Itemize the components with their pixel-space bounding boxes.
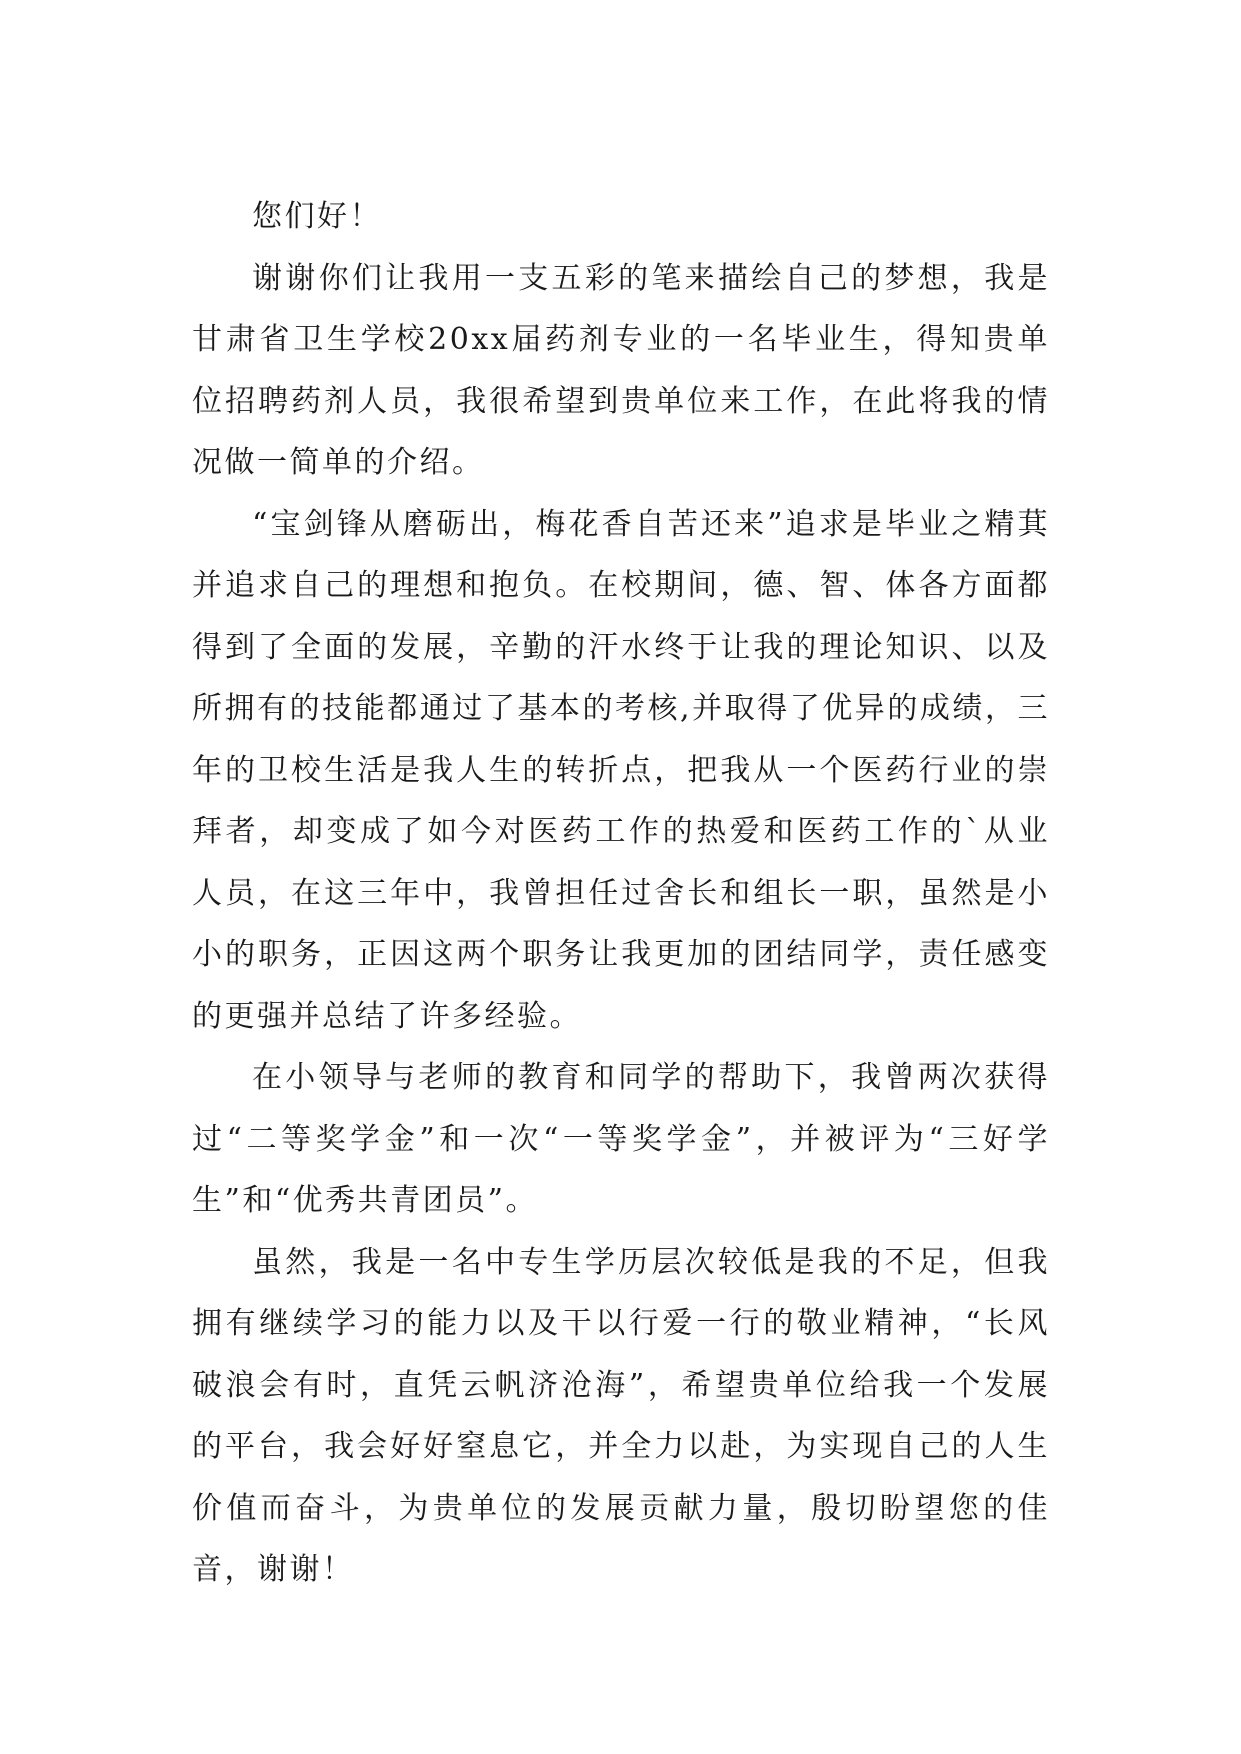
awards-paragraph: 在小领导与老师的教育和同学的帮助下，我曾两次获得过“二等奖学金”和一次“一等奖学金”，并被评为“三好学生”和“优秀共青团员”。 [192, 1060, 1050, 1218]
school-experience-paragraph: “宝剑锋从磨砺出，梅花香自苦还来”追求是毕业之精萁并追求自己的理想和抱负。在校期间，德、智、体各方面都得到了全面的发展，辛勤的汗水终于让我的理论知识、以及所拥有的技能都通过了基本的考核,并取得了优异的成绩，三年的卫校生活是我人生的转折点，把我从一个医药行业的崇拜者，却变成了如今对医药工作的热爱和医药工作的`从业人员，在这三年中，我曾担任过舍长和组长一职，虽然是小小的职务，正因这两个职务让我更加的团结同学，责任感变的更强并总结了许多经验。 [192, 506, 1050, 1034]
closing-paragraph: 虽然，我是一名中专生学历层次较低是我的不足，但我拥有继续学习的能力以及干以行爱一行的敬业精神，“长风破浪会有时，直凭云帆济沧海”，希望贵单位给我一个发展的平台，我会好好窒息它，并全力以赴，为实现自己的人生价值而奋斗，为贵单位的发展贡献力量，殷切盼望您的佳音，谢谢！ [192, 1244, 1050, 1587]
greeting-paragraph: 您们好！ [252, 199, 382, 234]
intro-paragraph: 谢谢你们让我用一支五彩的笔来描绘自己的梦想，我是甘肃省卫生学校20xx届药剂专业的一名毕业生，得知贵单位招聘药剂人员，我很希望到贵单位来工作，在此将我的情况做一简单的介绍。 [192, 260, 1050, 480]
letter-body [192, 186, 1050, 1601]
